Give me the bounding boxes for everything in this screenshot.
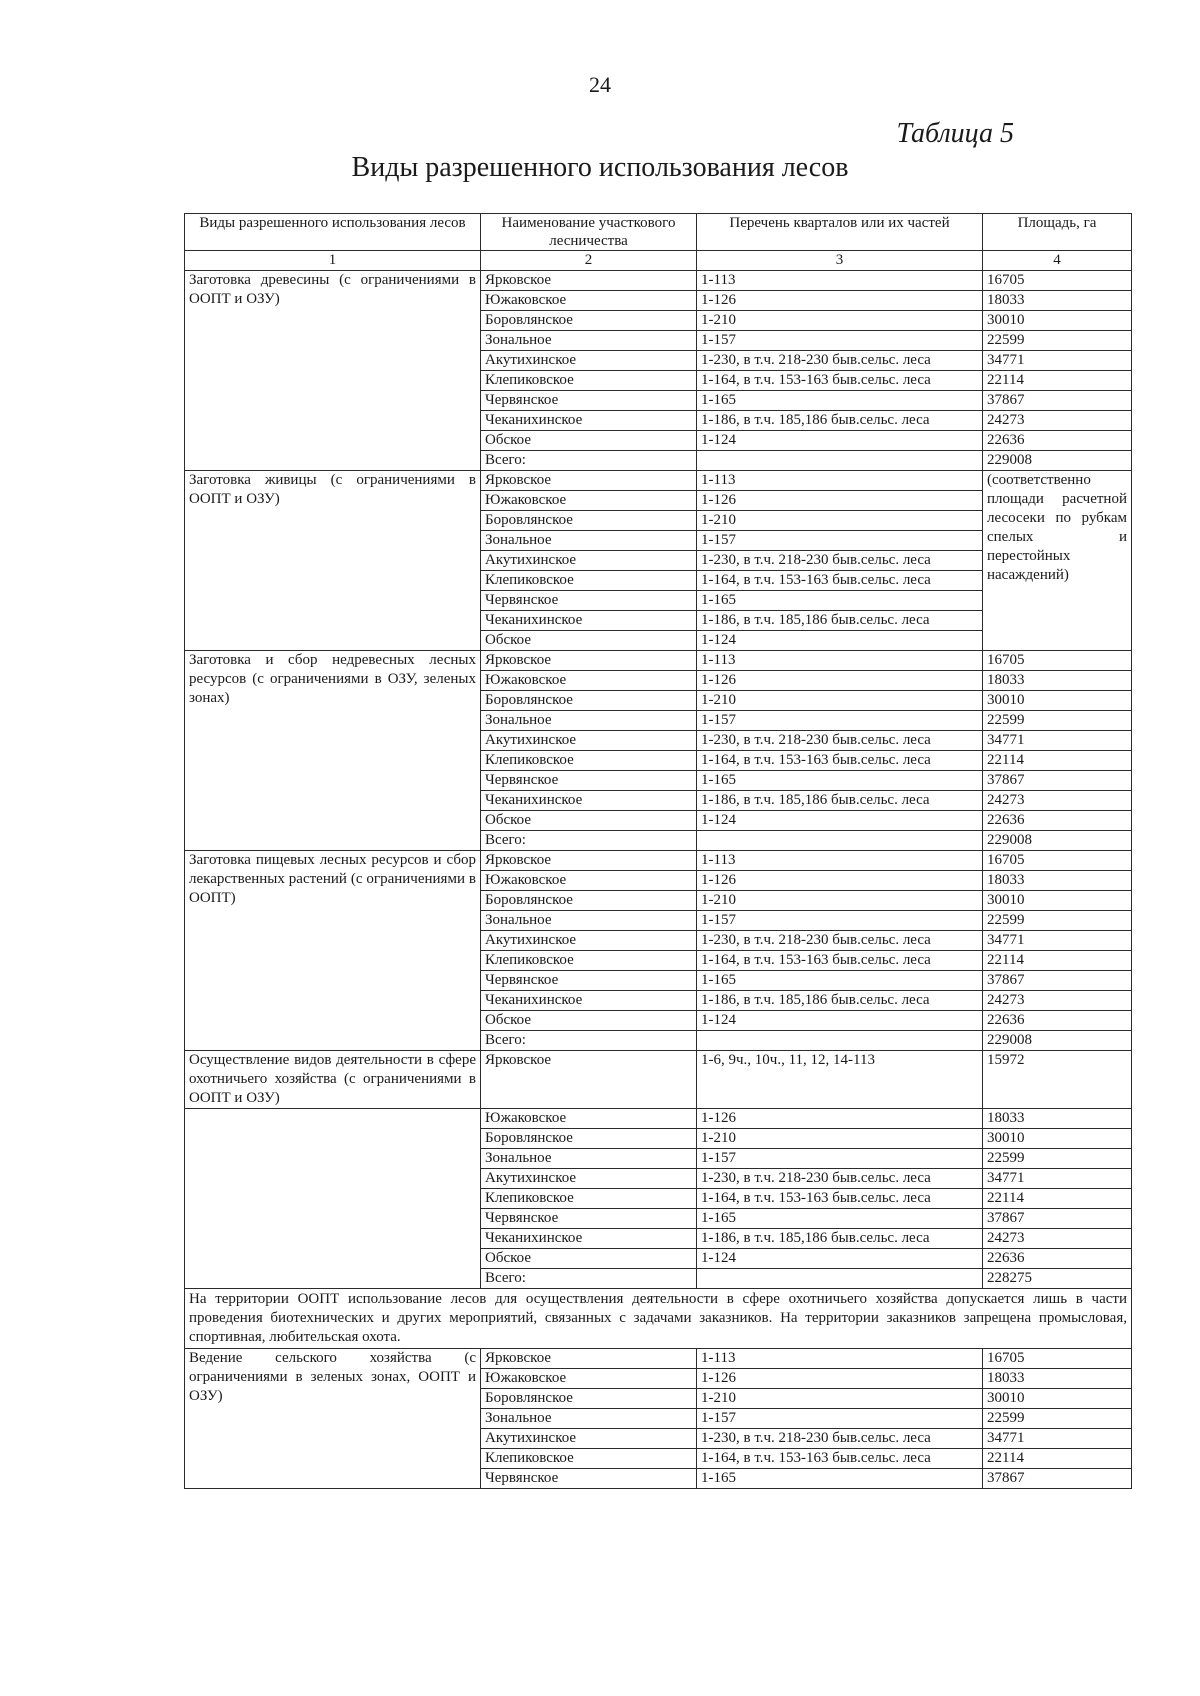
usage-type-cell: Осуществление видов деятельности в сфере охотничьего хозяйства (с ограничениями в ООПТ и ОЗУ) xyxy=(185,1051,481,1109)
quarters-cell: 1-230, в т.ч. 218-230 быв.сельс. леса xyxy=(697,1429,983,1449)
area-cell: 22114 xyxy=(983,371,1132,391)
forestry-name-cell: Клепиковское xyxy=(481,571,697,591)
area-cell: 18033 xyxy=(983,671,1132,691)
header-cell: Площадь, га xyxy=(983,214,1132,251)
quarters-cell: 1-113 xyxy=(697,1349,983,1369)
quarters-cell: 1-165 xyxy=(697,591,983,611)
area-cell: 228275 xyxy=(983,1269,1132,1289)
forestry-name-cell: Боровлянское xyxy=(481,511,697,531)
usage-type-cell-empty xyxy=(185,1109,481,1289)
area-cell: 37867 xyxy=(983,1209,1132,1229)
forest-use-table xyxy=(184,213,1132,1489)
area-cell: 30010 xyxy=(983,311,1132,331)
quarters-cell: 1-230, в т.ч. 218-230 быв.сельс. леса xyxy=(697,551,983,571)
quarters-cell: 1-230, в т.ч. 218-230 быв.сельс. леса xyxy=(697,1169,983,1189)
forestry-name-cell: Всего: xyxy=(481,831,697,851)
document-title: Виды разрешенного использования лесов xyxy=(351,152,849,183)
quarters-cell: 1-126 xyxy=(697,1109,983,1129)
quarters-cell: 1-164, в т.ч. 153-163 быв.сельс. леса xyxy=(697,1189,983,1209)
forestry-name-cell: Акутихинское xyxy=(481,1429,697,1449)
quarters-cell: 1-210 xyxy=(697,691,983,711)
quarters-cell: 1-186, в т.ч. 185,186 быв.сельс. леса xyxy=(697,1229,983,1249)
quarters-cell: 1-210 xyxy=(697,511,983,531)
forestry-name-cell: Обское xyxy=(481,631,697,651)
quarters-cell: 1-126 xyxy=(697,291,983,311)
forestry-name-cell: Червянское xyxy=(481,771,697,791)
forestry-name-cell: Червянское xyxy=(481,1469,697,1489)
forestry-name-cell: Зональное xyxy=(481,331,697,351)
header-row xyxy=(185,214,1132,251)
forestry-name-cell: Клепиковское xyxy=(481,751,697,771)
column-number-cell: 1 xyxy=(185,251,481,271)
area-cell: 22114 xyxy=(983,951,1132,971)
area-cell: 34771 xyxy=(983,351,1132,371)
area-cell: 18033 xyxy=(983,1369,1132,1389)
forestry-name-cell: Зональное xyxy=(481,531,697,551)
quarters-cell: 1-186, в т.ч. 185,186 быв.сельс. леса xyxy=(697,791,983,811)
quarters-cell: 1-210 xyxy=(697,891,983,911)
area-cell: 22599 xyxy=(983,1149,1132,1169)
quarters-cell: 1-230, в т.ч. 218-230 быв.сельс. леса xyxy=(697,931,983,951)
area-cell: 37867 xyxy=(983,391,1132,411)
forestry-name-cell: Клепиковское xyxy=(481,371,697,391)
note-cell: На территории ООПТ использование лесов для осуществления деятельности в сфере охотничьего хозяйства допускается лишь в части проведения биотехнических и других мероприятий, связанных с задачами заказников. На территории заказников запрещена промысловая, спортивная, любительская охота. xyxy=(185,1289,1132,1349)
quarters-cell: 1-230, в т.ч. 218-230 быв.сельс. леса xyxy=(697,351,983,371)
forestry-name-cell: Акутихинское xyxy=(481,931,697,951)
forestry-name-cell: Ярковское xyxy=(481,1051,697,1109)
forestry-name-cell: Южаковское xyxy=(481,1109,697,1129)
quarters-cell: 1-157 xyxy=(697,711,983,731)
forestry-name-cell: Всего: xyxy=(481,1269,697,1289)
usage-type-cell: Ведение сельского хозяйства (с ограничениями в зеленых зонах, ООПТ и ОЗУ) xyxy=(185,1349,481,1489)
area-cell: 16705 xyxy=(983,851,1132,871)
table-row xyxy=(185,471,1132,491)
forestry-name-cell: Обское xyxy=(481,1249,697,1269)
forestry-name-cell: Боровлянское xyxy=(481,691,697,711)
table-row xyxy=(185,271,1132,291)
table-row xyxy=(185,1051,1132,1109)
forestry-name-cell: Чеканихинское xyxy=(481,411,697,431)
quarters-cell: 1-186, в т.ч. 185,186 быв.сельс. леса xyxy=(697,411,983,431)
quarters-cell: 1-164, в т.ч. 153-163 быв.сельс. леса xyxy=(697,951,983,971)
area-cell: 22114 xyxy=(983,751,1132,771)
quarters-cell: 1-210 xyxy=(697,311,983,331)
area-cell: 22636 xyxy=(983,431,1132,451)
area-cell: 37867 xyxy=(983,971,1132,991)
quarters-cell: 1-124 xyxy=(697,431,983,451)
area-cell: 22599 xyxy=(983,1409,1132,1429)
area-cell: 34771 xyxy=(983,731,1132,751)
forestry-name-cell: Зональное xyxy=(481,1149,697,1169)
quarters-cell: 1-126 xyxy=(697,491,983,511)
area-cell: 30010 xyxy=(983,1129,1132,1149)
forestry-name-cell: Акутихинское xyxy=(481,731,697,751)
quarters-cell: 1-157 xyxy=(697,1149,983,1169)
forestry-name-cell: Южаковское xyxy=(481,291,697,311)
area-cell: 16705 xyxy=(983,1349,1132,1369)
area-cell: 22114 xyxy=(983,1449,1132,1469)
usage-type-cell: Заготовка и сбор недревесных лесных ресурсов (с ограничениями в ОЗУ, зеленых зонах) xyxy=(185,651,481,851)
forestry-name-cell: Червянское xyxy=(481,591,697,611)
area-cell: 22599 xyxy=(983,331,1132,351)
forestry-name-cell: Боровлянское xyxy=(481,1389,697,1409)
area-cell: 22114 xyxy=(983,1189,1132,1209)
forestry-name-cell: Клепиковское xyxy=(481,1189,697,1209)
forestry-name-cell: Всего: xyxy=(481,451,697,471)
quarters-cell: 1-113 xyxy=(697,271,983,291)
quarters-cell: 1-124 xyxy=(697,1249,983,1269)
area-cell: 18033 xyxy=(983,291,1132,311)
forestry-name-cell: Боровлянское xyxy=(481,1129,697,1149)
forestry-name-cell: Зональное xyxy=(481,711,697,731)
quarters-cell: 1-164, в т.ч. 153-163 быв.сельс. леса xyxy=(697,751,983,771)
area-cell: 18033 xyxy=(983,1109,1132,1129)
quarters-cell: 1-210 xyxy=(697,1389,983,1409)
forestry-name-cell: Южаковское xyxy=(481,871,697,891)
table-row xyxy=(185,1109,1132,1129)
quarters-cell: 1-164, в т.ч. 153-163 быв.сельс. леса xyxy=(697,1449,983,1469)
column-number-cell: 4 xyxy=(983,251,1132,271)
quarters-cell xyxy=(697,831,983,851)
forestry-name-cell: Всего: xyxy=(481,1031,697,1051)
area-cell: 229008 xyxy=(983,1031,1132,1051)
quarters-cell: 1-165 xyxy=(697,391,983,411)
area-cell: 24273 xyxy=(983,791,1132,811)
header-cell: Наименование участкового лесничества xyxy=(481,214,697,251)
usage-type-cell: Заготовка живицы (с ограничениями в ООПТ и ОЗУ) xyxy=(185,471,481,651)
area-cell: 22636 xyxy=(983,1249,1132,1269)
forestry-name-cell: Ярковское xyxy=(481,1349,697,1369)
area-cell: 22599 xyxy=(983,911,1132,931)
area-cell: 37867 xyxy=(983,1469,1132,1489)
area-cell: 16705 xyxy=(983,271,1132,291)
table-row xyxy=(185,851,1132,871)
area-cell: 22636 xyxy=(983,811,1132,831)
quarters-cell: 1-157 xyxy=(697,331,983,351)
quarters-cell: 1-124 xyxy=(697,631,983,651)
area-cell: 34771 xyxy=(983,1169,1132,1189)
forestry-name-cell: Ярковское xyxy=(481,651,697,671)
area-cell: 24273 xyxy=(983,1229,1132,1249)
area-cell: 229008 xyxy=(983,451,1132,471)
quarters-cell: 1-164, в т.ч. 153-163 быв.сельс. леса xyxy=(697,571,983,591)
forestry-name-cell: Боровлянское xyxy=(481,891,697,911)
quarters-cell: 1-124 xyxy=(697,1011,983,1031)
area-cell: 37867 xyxy=(983,771,1132,791)
forestry-name-cell: Чеканихинское xyxy=(481,1229,697,1249)
quarters-cell: 1-6, 9ч., 10ч., 11, 12, 14-113 xyxy=(697,1051,983,1109)
area-cell: 34771 xyxy=(983,931,1132,951)
quarters-cell: 1-186, в т.ч. 185,186 быв.сельс. леса xyxy=(697,611,983,631)
area-cell: 18033 xyxy=(983,871,1132,891)
forestry-name-cell: Обское xyxy=(481,811,697,831)
forestry-name-cell: Зональное xyxy=(481,1409,697,1429)
forestry-name-cell: Червянское xyxy=(481,391,697,411)
forestry-name-cell: Ярковское xyxy=(481,851,697,871)
quarters-cell xyxy=(697,451,983,471)
area-cell: 22599 xyxy=(983,711,1132,731)
quarters-cell: 1-157 xyxy=(697,531,983,551)
forestry-name-cell: Южаковское xyxy=(481,1369,697,1389)
page-number: 24 xyxy=(589,72,611,97)
forestry-name-cell: Червянское xyxy=(481,971,697,991)
forestry-name-cell: Акутихинское xyxy=(481,551,697,571)
forestry-name-cell: Клепиковское xyxy=(481,1449,697,1469)
area-cell: 34771 xyxy=(983,1429,1132,1449)
area-note-cell: (соответственно площади расчетной лесосеки по рубкам спелых и перестойных насаждений) xyxy=(983,471,1132,651)
table-row xyxy=(185,1349,1132,1369)
quarters-cell: 1-113 xyxy=(697,651,983,671)
area-cell: 30010 xyxy=(983,1389,1132,1409)
forestry-name-cell: Зональное xyxy=(481,911,697,931)
quarters-cell: 1-113 xyxy=(697,471,983,491)
quarters-cell: 1-165 xyxy=(697,771,983,791)
forestry-name-cell: Южаковское xyxy=(481,491,697,511)
area-cell: 30010 xyxy=(983,891,1132,911)
quarters-cell: 1-157 xyxy=(697,1409,983,1429)
table-row xyxy=(185,651,1132,671)
column-number-row xyxy=(185,251,1132,271)
forestry-name-cell: Обское xyxy=(481,1011,697,1031)
column-number-cell: 3 xyxy=(697,251,983,271)
quarters-cell: 1-230, в т.ч. 218-230 быв.сельс. леса xyxy=(697,731,983,751)
area-cell: 24273 xyxy=(983,991,1132,1011)
quarters-cell: 1-186, в т.ч. 185,186 быв.сельс. леса xyxy=(697,991,983,1011)
quarters-cell xyxy=(697,1269,983,1289)
area-cell: 24273 xyxy=(983,411,1132,431)
quarters-cell: 1-164, в т.ч. 153-163 быв.сельс. леса xyxy=(697,371,983,391)
forestry-name-cell: Червянское xyxy=(481,1209,697,1229)
quarters-cell: 1-165 xyxy=(697,1469,983,1489)
quarters-cell: 1-126 xyxy=(697,671,983,691)
quarters-cell: 1-165 xyxy=(697,971,983,991)
area-cell: 229008 xyxy=(983,831,1132,851)
column-number-cell: 2 xyxy=(481,251,697,271)
forestry-name-cell: Ярковское xyxy=(481,271,697,291)
forestry-name-cell: Чеканихинское xyxy=(481,611,697,631)
quarters-cell: 1-124 xyxy=(697,811,983,831)
quarters-cell xyxy=(697,1031,983,1051)
area-cell: 22636 xyxy=(983,1011,1132,1031)
quarters-cell: 1-113 xyxy=(697,851,983,871)
area-cell: 16705 xyxy=(983,651,1132,671)
forestry-name-cell: Клепиковское xyxy=(481,951,697,971)
forestry-name-cell: Чеканихинское xyxy=(481,991,697,1011)
usage-type-cell: Заготовка древесины (с ограничениями в ООПТ и ОЗУ) xyxy=(185,271,481,471)
quarters-cell: 1-165 xyxy=(697,1209,983,1229)
note-row xyxy=(185,1289,1132,1349)
forestry-name-cell: Обское xyxy=(481,431,697,451)
header-cell: Перечень кварталов или их частей xyxy=(697,214,983,251)
area-cell: 30010 xyxy=(983,691,1132,711)
header-cell: Виды разрешенного использования лесов xyxy=(185,214,481,251)
forestry-name-cell: Чеканихинское xyxy=(481,791,697,811)
quarters-cell: 1-210 xyxy=(697,1129,983,1149)
table-label: Таблица 5 xyxy=(896,118,1014,149)
quarters-cell: 1-126 xyxy=(697,1369,983,1389)
forestry-name-cell: Ярковское xyxy=(481,471,697,491)
forestry-name-cell: Акутихинское xyxy=(481,1169,697,1189)
usage-type-cell: Заготовка пищевых лесных ресурсов и сбор лекарственных растений (с ограничениями в ООПТ) xyxy=(185,851,481,1051)
forestry-name-cell: Боровлянское xyxy=(481,311,697,331)
quarters-cell: 1-126 xyxy=(697,871,983,891)
quarters-cell: 1-157 xyxy=(697,911,983,931)
forestry-name-cell: Акутихинское xyxy=(481,351,697,371)
forestry-name-cell: Южаковское xyxy=(481,671,697,691)
area-cell: 15972 xyxy=(983,1051,1132,1109)
